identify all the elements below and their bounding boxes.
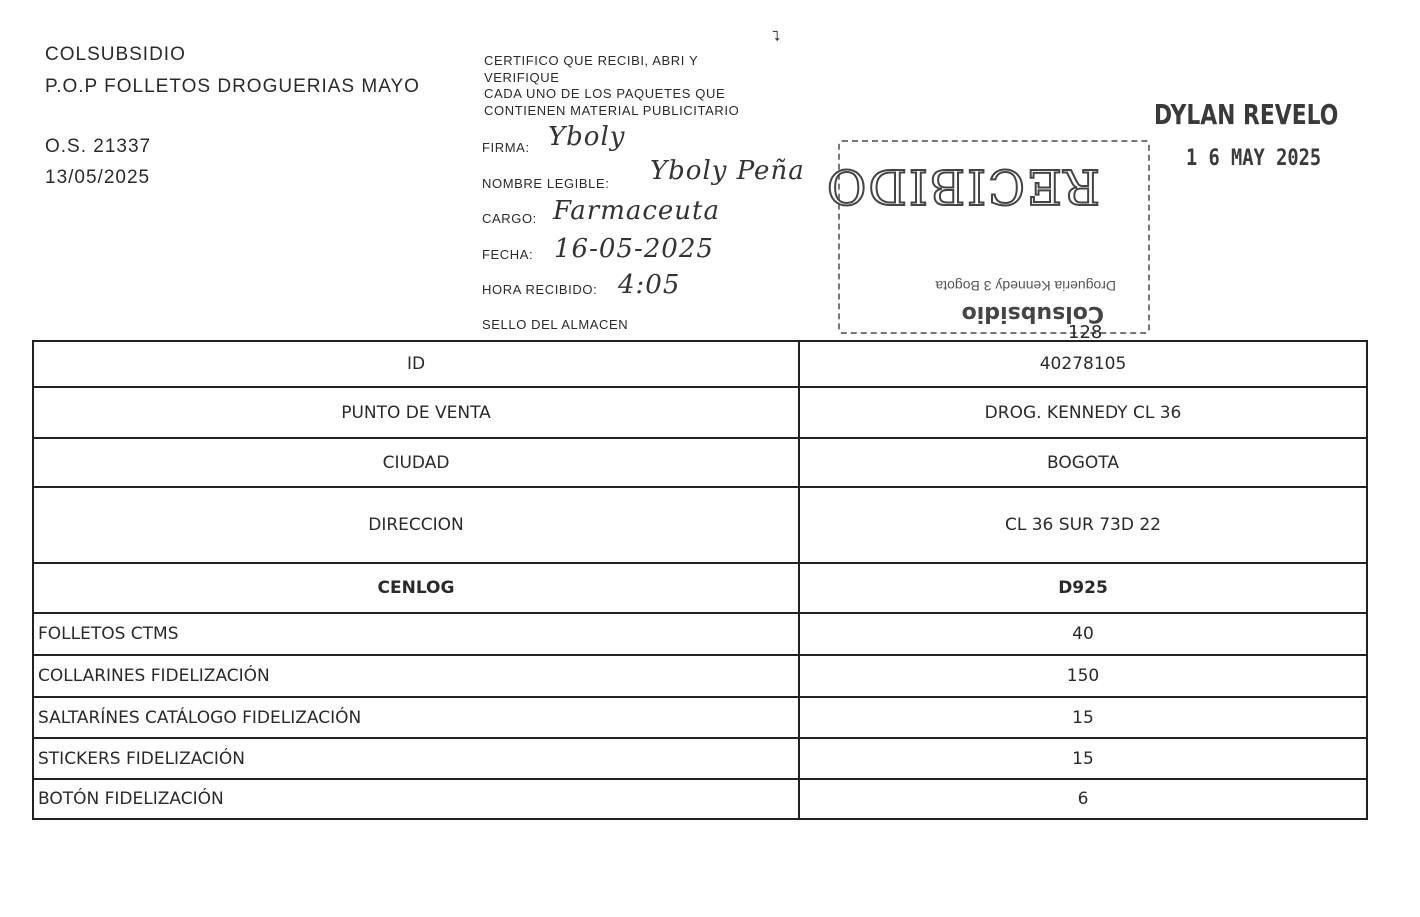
sello-label: SELLO DEL ALMACEN [482, 317, 629, 332]
item-row [33, 613, 1367, 655]
stamp-received: RECIBIDO [825, 158, 1100, 214]
nombre-label: NOMBRE LEGIBLE: [482, 176, 610, 191]
document-title: P.O.P FOLLETOS DROGUERIAS MAYO [45, 76, 420, 97]
table-value: D925 [799, 563, 1367, 613]
cargo-value: Farmaceuta [553, 196, 721, 226]
order-number: O.S. 21337 [45, 136, 152, 157]
firma-label: FIRMA: [482, 140, 530, 155]
table-value: 40278105 [799, 341, 1367, 387]
item-row [33, 779, 1367, 819]
table-key: DIRECCION [33, 487, 799, 563]
item-qty: 6 [799, 779, 1367, 819]
cargo-label: CARGO: [482, 211, 537, 226]
certificate-line: CONTIENEN MATERIAL PUBLICITARIO [484, 102, 740, 118]
item-row [33, 697, 1367, 738]
certificate-line: CERTIFICO QUE RECIBI, ABRI Y [484, 53, 699, 68]
item-qty: 150 [799, 655, 1367, 697]
item-qty: 15 [799, 697, 1367, 738]
received-date-stamp: 1 6 MAY 2025 [1186, 146, 1322, 171]
table-row [33, 341, 1367, 387]
table-row [33, 438, 1367, 487]
table-row [33, 387, 1367, 438]
table-key: CIUDAD [33, 438, 799, 487]
table-row [33, 563, 1367, 613]
table-row [33, 487, 1367, 563]
item-row [33, 655, 1367, 697]
certificate-line: VERIFIQUE [484, 69, 560, 85]
table-key: PUNTO DE VENTA [33, 387, 799, 438]
table-value: CL 36 SUR 73D 22 [799, 487, 1367, 563]
item-row [33, 738, 1367, 779]
table-value: BOGOTA [799, 438, 1367, 487]
item-name: COLLARINES FIDELIZACIÓN [33, 655, 799, 697]
stamp-brand: Colsubsidio [961, 301, 1104, 326]
table-value: DROG. KENNEDY CL 36 [799, 387, 1367, 438]
item-qty: 40 [799, 613, 1367, 655]
scan-mark: ⮧ [772, 28, 781, 44]
delivery-table [32, 340, 1368, 820]
fecha-label: FECHA: [482, 247, 534, 262]
item-name: STICKERS FIDELIZACIÓN [33, 738, 799, 779]
page-number: 128 [1068, 322, 1103, 343]
item-name: FOLLETOS CTMS [33, 613, 799, 655]
certificate-text [484, 53, 739, 119]
table-key: CENLOG [33, 563, 799, 613]
company-name: COLSUBSIDIO [45, 44, 186, 65]
hora-value: 4:05 [618, 270, 681, 300]
received-by-stamp: DYLAN REVELO [1154, 98, 1339, 131]
warehouse-stamp [825, 140, 1150, 334]
item-name: BOTÓN FIDELIZACIÓN [33, 779, 799, 819]
firma-signature: Yboly [548, 122, 626, 152]
table-key: ID [33, 341, 799, 387]
fecha-value: 16-05-2025 [554, 234, 714, 264]
stamp-store: Drogueria Kennedy 3 Bogota [935, 278, 1116, 294]
item-qty: 15 [799, 738, 1367, 779]
certificate-line: CADA UNO DE LOS PAQUETES QUE [484, 86, 726, 101]
order-date: 13/05/2025 [45, 167, 151, 188]
hora-label: HORA RECIBIDO: [482, 282, 598, 297]
item-name: SALTARÍNES CATÁLOGO FIDELIZACIÓN [33, 697, 799, 738]
nombre-value: Yboly Peña [650, 156, 805, 186]
